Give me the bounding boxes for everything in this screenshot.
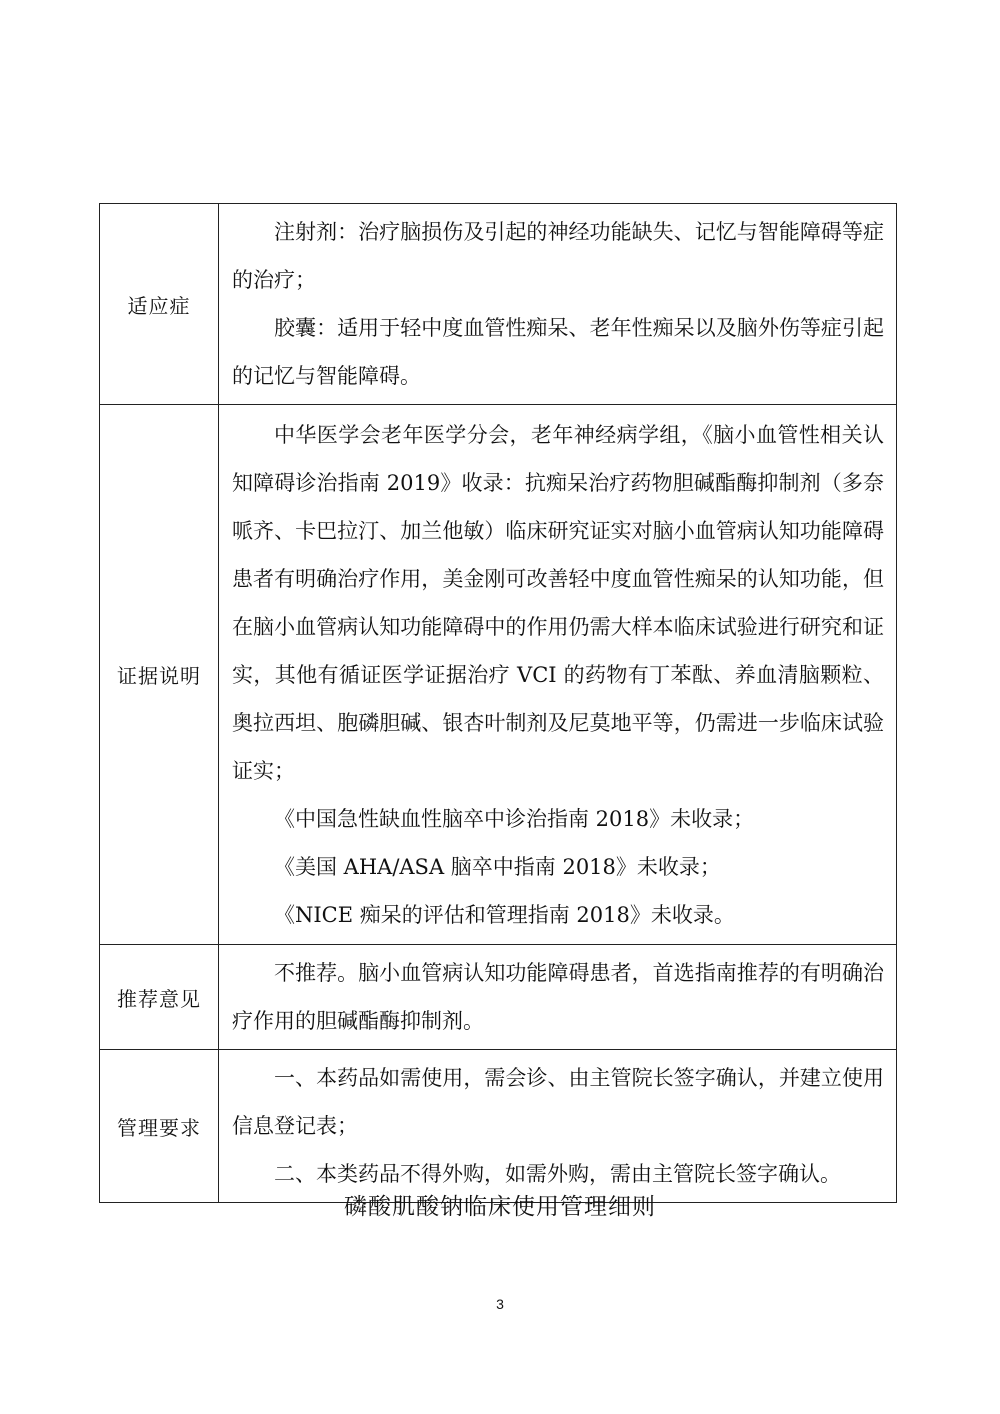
- paragraph: 二、本类药品不得外购，如需外购，需由主管院长签字确认。: [274, 1162, 841, 1186]
- paragraph: 不推荐。脑小血管病认知功能障碍患者，首选指南推荐的有明确治疗作用的胆碱酯酶抑制剂。: [232, 961, 884, 1033]
- page-number: 3: [496, 1296, 504, 1312]
- row-label: 推荐意见: [100, 945, 219, 1050]
- guideline-table: [99, 203, 897, 1203]
- row-content: [219, 1050, 897, 1203]
- row-label: 适应症: [100, 204, 219, 405]
- paragraph: 《美国 AHA/ASA 脑卒中指南 2018》未收录；: [274, 854, 721, 879]
- table-row-management: [100, 1050, 897, 1203]
- paragraph: 一、本药品如需使用，需会诊、由主管院长签字确认，并建立使用信息登记表；: [232, 1066, 884, 1138]
- row-content: [219, 204, 897, 405]
- paragraph: 中华医学会老年医学分会，老年神经病学组，《脑小血管性相关认知障碍诊治指南 2019》收录：抗痴呆治疗药物胆碱酯酶抑制剂（多奈哌齐、卡巴拉汀、加兰他敏）临床研究证实对脑小血管病认知功能障碍患者有明确治疗作用，美金刚可改善轻中度血管性痴呆的认知功能，但在脑小血管病认知功能障碍中的作用仍需大样本临床试验进行研究和证实，其他有循证医学证据治疗 VCI 的药物有丁苯酞、养血清脑颗粒、奥拉西坦、胞磷胆碱、银杏叶制剂及尼莫地平等，仍需进一步临床试验证实；: [232, 422, 884, 783]
- row-label: 管理要求: [100, 1050, 219, 1203]
- table-row-indications: [100, 204, 897, 405]
- row-content: [219, 405, 897, 945]
- row-label: 证据说明: [100, 405, 219, 945]
- paragraph: 《NICE 痴呆的评估和管理指南 2018》未收录。: [274, 902, 735, 927]
- section-title: 磷酸肌酸钠临床使用管理细则: [344, 1194, 656, 1220]
- paragraph: 胶囊：适用于轻中度血管性痴呆、老年性痴呆以及脑外伤等症引起的记忆与智能障碍。: [232, 316, 884, 388]
- paragraph: 《中国急性缺血性脑卒中诊治指南 2018》未收录；: [274, 806, 755, 831]
- row-content: [219, 945, 897, 1050]
- paragraph: 注射剂：治疗脑损伤及引起的神经功能缺失、记忆与智能障碍等症的治疗；: [232, 220, 884, 292]
- table-row-recommendation: [100, 945, 897, 1050]
- table-row-evidence: [100, 405, 897, 945]
